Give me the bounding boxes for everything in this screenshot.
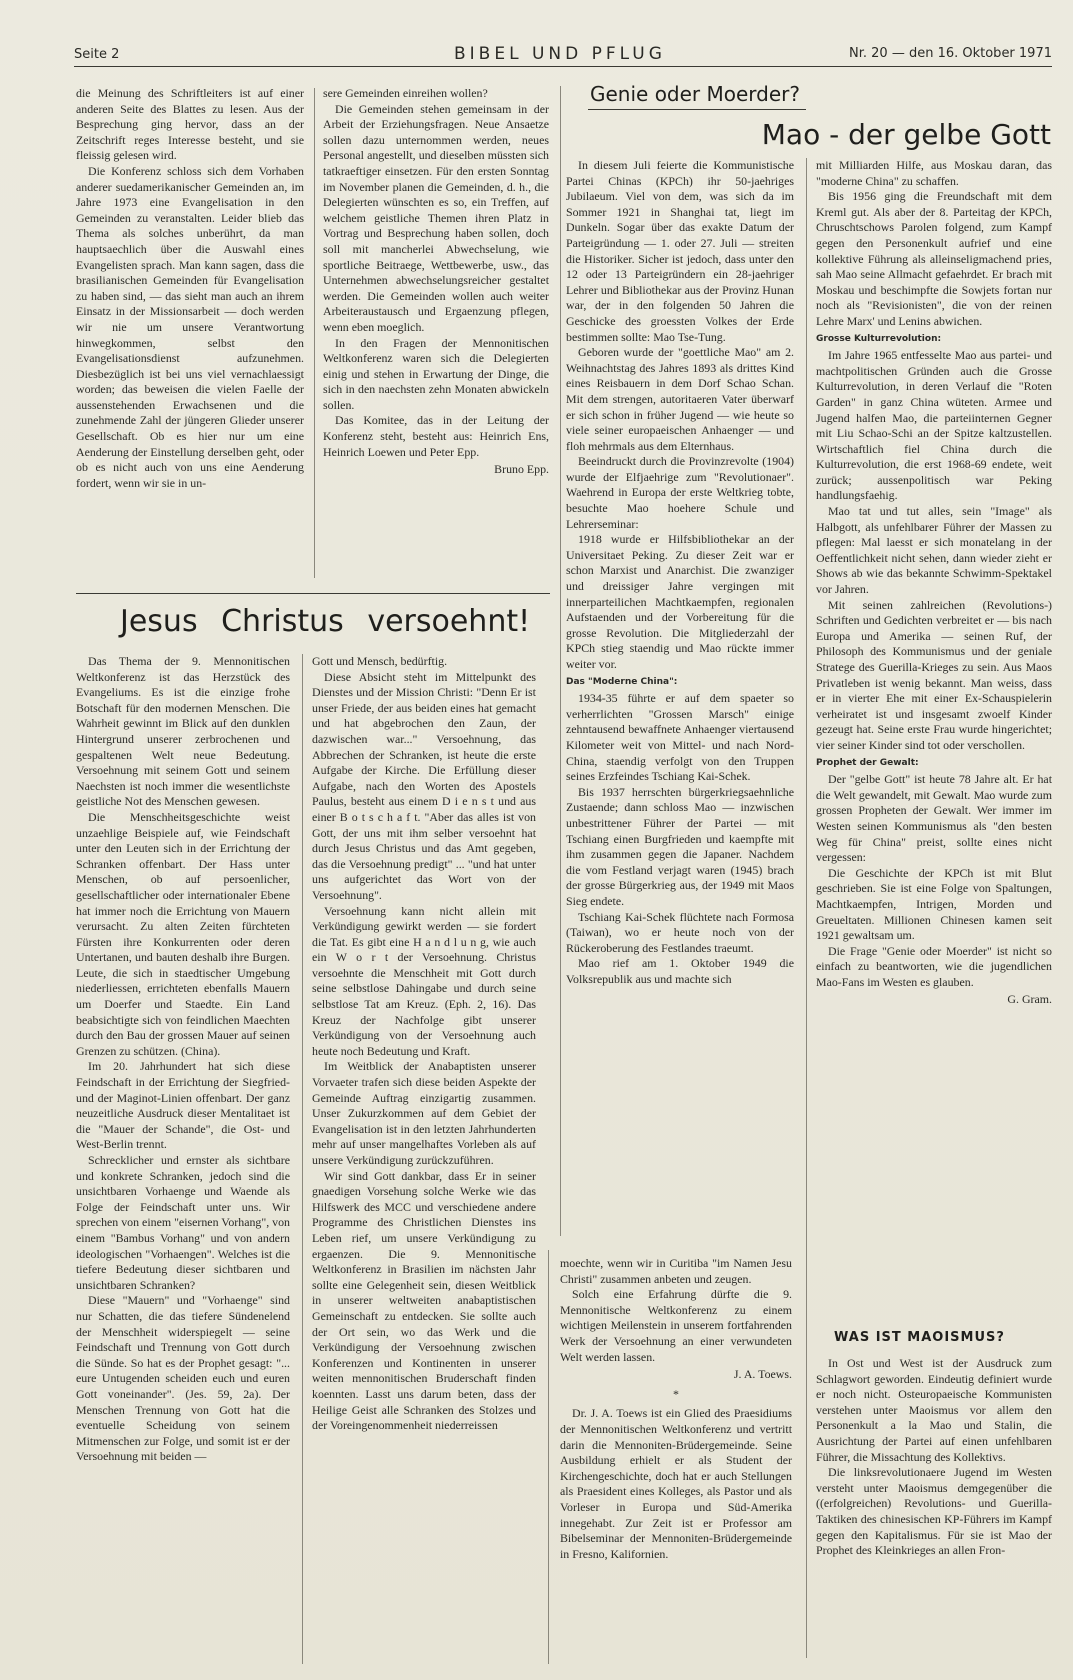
paragraph: Im 20. Jahrhundert hat sich diese Feindschaft in der Errichtung der Siegfried- und der Maginot-Linien offenbart. Der ganz neuzeitliche Ausdruck dieser Mentalitaet ist die "Mauer der Schande", die Ost- und West-Berlin trennt. [76,1059,290,1152]
kicker-rule [588,109,806,110]
top-article-col1 [76,86,304,491]
sidebar-headline: WAS IST MAOISMUS? [834,1330,1005,1345]
author-signature: G. Gram. [1007,992,1052,1007]
mao-col1 [566,158,794,987]
paragraph: Solch eine Erfahrung dürfte die 9. Mennonitische Weltkonferenz zu einem wichtigen Meilenstein in unserem fortfahrenden Werk der Versoehnung an einer verwundeten Welt werden lassen. [560,1287,792,1364]
paragraph: Schrecklicher und ernster als sichtbare und konkrete Schranken, jedoch sind die unsichtbaren Vorhaenge und Waende als Folge der Feindschaft unter uns. Wir sprechen von einem "eisernen Vorhang", von einem "Bambus Vorhang" und von andern ideologischen "Vorhaengen". Welches ist die tiefere Bedeutung dieser sichtbaren und unsichtbaren Schranken? [76,1153,290,1292]
paragraph: Mit seinen zahlreichen (Revolutions-) Schriften und Gedichten verbreitet er — bis nach Europa und Amerika — seinen Ruf, der Philosoph des Kommunismus und der geniale Stratege des Guerilla-Krieges zu sein. Aus Maos Privatleben ist wenig bekannt. Man weiss, dass er in vierter Ehe mit einer Ex-Schauspielerin verheiratet ist und insgesamt zwoelf Kinder gezeugt hat. Seine erste Frau wurde hingerichtet; vier seiner Kinder sind tot oder verschollen. [816,597,1052,752]
paragraph: Der "gelbe Gott" ist heute 78 Jahre alt. Er hat die Welt gewandelt, mit Gewalt. Mao wurde zum grossen Propheten der Gewalt. Wer immer im Westen seinen Kommunismus als "den besten Weg für China" preist, sollte eines nicht vergessen: [816,772,1052,865]
paragraph: Diese "Mauern" und "Vorhaenge" sind nur Schatten, die das tiefere Sündenelend der Menschheit widerspiegelt — seine Feindschaft und Trennung von Gott durch die Sünde. So hat es der Prophet gesagt: "... eure Untugenden scheiden euch und euren Gott voneinander". (Jes. 59, 2a). Der Menschen Trennung von Gott hat die eventuelle Scheidung von seinem Mitmenschen zur Folge, und somit ist er der Versoehnung mit beiden — [76,1293,290,1464]
paragraph: Die linksrevolutionaere Jugend im Westen versteht unter Maoismus demgegenüber die ((erfolgreichen) Revolutions- und Guerilla-Taktiken des chinesischen KP-Führers im Kampf gegen den Kapitalismus. Für sie ist Mao der Prophet des Kleinkrieges an allen Fron- [816,1465,1052,1558]
paragraph: Die Gemeinden stehen gemeinsam in der Arbeit der Erziehungsfragen. Neue Ansaetze sollen dazu unternommen werden, neues Personal angestellt, und dieselben müssten sich tatkraeftiger einsetzen. Für den ersten Sonntag im November planen die Gemeinden, d. h., die Delegierten wünschten es so, ein Treffen, auf welchem geistliche Themen ihren Platz in Vortrag und Besprechung haben sollen, doch soll mit mancherlei Abwechselung, wie sportliche Beitraege, Wettbewerbe, usw., das Unternehmen abwechselungsreicher gestaltet werden. Die Gemeinden wollen auch weiter Arbeiteraustausch und Ergaenzung pflegen, wenn eben moeglich. [323,101,549,334]
paragraph: Die Frage "Genie oder Moerder" ist nicht so einfach zu beantworten, wie die jugendlichen Mao-Fans im Westen es glauben. [816,943,1052,989]
issue-date: Nr. 20 — den 16. Oktober 1971 [849,46,1052,61]
jesus-col1 [76,654,290,1465]
paragraph: Die Menschheitsgeschichte weist unzaehlige Beispiele auf, wie Feindschaft unter den Leuten sich in der Errichtung der Schranken offenbart. Der Hass unter Menschen, ob auf persoenlicher, gesellschaftlicher oder internationaler Ebene hat immer noch die Errichtung von Mauern verursacht. Zu alten Zeiten fürchteten Fürsten ihre Konkurrenten oder deren Untertanen, und bauten deshalb ihre Burgen. Leute, die sich in staedtischer Umgebung niederliessen, errichteten ebenfalls Mauern um Doerfer und Staedte. Ein Land beabsichtigte sich von feindlichen Maechten durch den Bau der grossen Mauer auf seinen Grenzen zu schützen. (China). [76,809,290,1058]
article-kicker: Genie oder Moerder? [590,82,801,106]
paragraph: In diesem Juli feierte die Kommunistische Partei Chinas (KPCh) ihr 50-jaehriges Jubilaeum. Viel von dem, was sich da im Sommer 1921 in Shanghai tat, liegt im Dunkeln. Sogar über das exakte Datum der Parteigründung — 1. oder 27. Juli — streiten die Historiker. Sicher ist jedoch, dass unter den 12 oder 13 Parteigründern ein 28-jaehriger Lehrer und Bibliothekar aus der Provinz Hunan war, der in den folgenden 50 Jahren die Geschicke des groessten Volkes der Erde bestimmen sollte: Mao Tse-Tung. [566,158,794,344]
paragraph: Im Jahre 1965 entfesselte Mao aus partei- und machtpolitischen Gründen auch die Grosse Kulturrevolution, in deren Verlauf die "Roten Garden" in ganz China wüteten. Armee und Jugend halfen Mao, die parteiinternen Gegner mit Liu Schao-Schi an der Spitze kaltzustellen. Wirtschaftlich fiel China durch die Kulturrevolution, die erst 1968-69 endete, weit zurück; aussenpolitisch war Peking handlungsfaehig. [816,348,1052,503]
paragraph: In Ost und West ist der Ausdruck zum Schlagwort geworden. Eindeutig definiert wurde er noch nicht. Osteuropaeische Kommunisten verstehen unter Maoismus vor allem den Personenkult a la Mao und Stalin, die Ausrichtung der Partei auf einen unfehlbaren Führer, die Missachtung des Kollektivs. [816,1356,1052,1464]
header-rule [74,66,1052,67]
paragraph: 1934-35 führte er auf dem spaeter so verherrlichten "Grossen Marsch" einige zehntausend bewaffnete Anhaenger viertausend Kilometer weit von Mittel- und nach Nord-China, staendig verfolgt von den Truppen seines Erzfeindes Tschiang Kai-Schek. [566,691,794,784]
paragraph: Versoehnung kann nicht allein mit Verkündigung gewirkt werden — sie fordert die Tat. Es gibt eine H a n d l u n g, wie auch ein W o r t der Versoehnung. Christus versoehnte die Menschheit mit Gott durch seine selbstlose Dahingabe und durch seine selbstlose Tat am Kreuz. (Eph. 2, 16). Das Kreuz der Nachfolge gibt unserer Verkündigung von der Versoehnung auch heute noch Bedeutung und Kraft. [312,903,536,1058]
subheading: Das "Moderne China": [566,676,678,687]
page-header [74,44,1052,68]
paragraph: Das Thema der 9. Mennonitischen Weltkonferenz ist das Herzstück des Evangeliums. Es ist die einzige frohe Botschaft für den modernen Menschen. Die Wahrheit gewinnt im Blick auf den dunklen Hintergrund unserer zerbrochenen und gespaltenen Welt neue Bedeutung. Versoehnung mit seinem Gott und seinem Naechsten ist noch immer die wesentlichste geistliche Not des Menschen gewesen. [76,654,290,809]
paragraph: Bis 1956 ging die Freundschaft mit dem Kreml gut. Als aber der 8. Parteitag der KPCh, Chruschtschows Parolen folgend, zum Kampf gegen den Personenkult aufrief und eine kollektive Führung als alleinseligmachend pries, sah Mao seine Allmacht gefaehrdet. Er brach mit Moskau und beschimpfte die Sowjets fortan nur noch als "Revisionisten", die von der reinen Lehre Marx' und Lenins abwichen. [816,189,1052,328]
paragraph: Gott und Mensch, bedürftig. [312,654,448,668]
subheading: Grosse Kulturrevolution: [816,333,942,344]
author-bio: Dr. J. A. Toews ist ein Glied des Praesidiums der Mennonitischen Weltkonferenz und vertritt darin die Mennoniten-Brüdergemeinde. Seine Ausbildung erhielt er als Student der Kirchengeschichte, doch hat er auch Stellungen als Praesident eines Kolleges, als Pastor und als Vorleser in Europa und Süd-Amerika innegehabt. Zur Zeit ist er Professor am Bibelseminar der Mennoniten-Brüdergemeinde in Fresno, Kalifornien. [560,1406,792,1561]
paragraph: Geboren wurde der "goettliche Mao" am 2. Weihnachtstag des Jahres 1893 als drittes Kind eines Reisbauern in dem Dorf Schao Schan. Mit dem strengen, autoritaeren Vater überwarf er sich schon in früher Jugend — wie heute so viele seiner europaeischen Anhaenger — und floh mehrmals aus dem Elternhaus. [566,345,794,453]
subheading: Prophet der Gewalt: [816,757,919,768]
maoismus-col [816,1356,1052,1559]
column-divider [314,88,315,578]
column-divider [560,86,561,1236]
article-headline: Mao - der gelbe Gott [761,118,1051,151]
column-divider [806,158,807,1658]
paragraph: Tschiang Kai-Schek flüchtete nach Formosa (Taiwan), wo er heute noch von der Rückeroberung des Festlandes traeumt. [566,909,794,955]
paragraph: die Meinung des Schriftleiters ist auf einer anderen Seite des Blattes zu lesen. Aus der Besprechung ging hervor, dass an der Zeitschrift reges Interesse besteht, und sie fleissig gelesen wird. [76,86,304,163]
paragraph: sere Gemeinden einreihen wollen? [323,86,488,100]
paragraph: Im Weitblick der Anabaptisten unserer Vorvaeter trafen sich diese beiden Aspekte der Gemeinde Auftrag einzigartig zusammen. Unser Zukurzkommen auf dem Gebiet der Evangelisation ist in den letzten Jahrhunderten mehr auf unser mangelhaftes Vorleben als auf unsere Verkündigung zurückzuführen. [312,1059,536,1167]
paragraph: Das Komitee, das in der Leitung der Konferenz steht, besteht aus: Heinrich Ens, Heinrich Loewen und Peter Epp. [323,413,549,459]
mao-col2 [816,158,1052,1008]
paragraph: Die Konferenz schloss sich dem Vorhaben anderer suedamerikanischer Gemeinden an, im Jahre 1973 eine Evangelisation in den Gemeinden zu veranstalten. Leider blieb das Thema als solches unberührt, da man hauptsaechlich über die Auswahl eines Evangelisten sprach. Man kann sagen, dass die brasilianischen Gemeinden für Evangelisation zu haben sind, — das sieht man auch an ihrem Einsatz in der Missionsarbeit — doch werden wir nie um unsere Verantwortung hinwegkommen, selbst den Evangelisationsdienst aufzunehmen. Diesbezüglich ist bei uns viel vernachlaessigt worden; das beweisen die vielen Faelle der aussenstehenden Erwachsenen und die zunehmende Zahl der jüngeren Glieder unserer Gesellschaft. Ob es hier nur um eine Aenderung der Einstellung derselben geht, oder ob es nicht auch von uns eine Aenderung fordert, wenn wir sie in un- [76,163,304,490]
paragraph: mit Milliarden Hilfe, aus Moskau daran, das "moderne China" zu schaffen. [816,158,1052,188]
paragraph: In den Fragen der Mennonitischen Weltkonferenz waren sich die Delegierten einig und stehen in Erwartung der Dinge, die sich in den naechsten zehn Monaten abwickeln sollen. [323,335,549,412]
author-signature: J. A. Toews. [733,1367,792,1382]
separator-star: * [673,1386,679,1401]
author-signature: Bruno Epp. [494,462,549,477]
section-rule [76,593,550,594]
masthead-title: BIBEL UND PFLUG [454,44,666,64]
paragraph: 1918 wurde er Hilfsbibliothekar an der Universitaet Peking. Zu dieser Zeit war er schon Marxist und Anarchist. Die zwanziger und dreissiger Jahre vergingen mit innerparteilichen Machtkaempfen, regionalen Aufstaenden und der Vorbereitung für die grosse Revolution. Die Mitgliederzahl der KPCh stieg staendig und Mao rückte immer weiter vor. [566,532,794,671]
column-divider [302,654,303,1664]
paragraph: Die Geschichte der KPCh ist mit Blut geschrieben. Sie ist eine Folge von Spaltungen, Machtkaempfen, Intrigen, Morden und Greueltaten. Millionen Chinesen kamen seit 1921 gewaltsam um. [816,865,1052,943]
article-headline: Jesus Christus versoehnt! [120,604,531,639]
paragraph: Beeindruckt durch die Provinzrevolte (1904) wurde der Elfjaehrige zum "Revolutionaer". Waehrend in Europa der erste Weltkrieg tobte, besuchte Mao hoehere Schule und Lehrerseminar: [566,454,794,531]
paragraph: Mao tat und tut alles, sein "Image" als Halbgott, als unfehlbarer Führer der Massen zu pflegen: Mal laesst er sich monatelang in der Oeffentlichkeit nicht sehen, dann wieder zieht er Shows ab wie das bekannte Schwimm-Spektakel vor Jahren. [816,504,1052,597]
top-article-col2 [323,86,549,478]
paragraph: Wir sind Gott dankbar, dass Er in seiner gnaedigen Vorsehung solche Werke wie das Hilfswerk des MCC und verschiedene andere Programme des Christlichen Dienstes ins Leben rief, um unsere Verkündigung zu ergaenzen. Die 9. Mennonitische Weltkonferenz in Brasilien im nächsten Jahr sollte eine Gelegenheit sein, diesen Weitblick in unserer weltweiten anabaptistischen Gemeinschaft zu entdecken. Sie sollte auch der Ort sein, wo das Werk und die Verkündigung der Versoehnung zwischen Konferenzen und Kontinenten in unserer weiten mennonitischen Bruderschaft finden koennten. Lasst uns darum beten, dass der Heilige Geist alle Schranken des Stolzes und der Voreingenommenheit niederreissen [312,1168,536,1433]
paragraph: Bis 1937 herrschten bürgerkriegsaehnliche Zustaende; dann schloss Mao — inzwischen unbestrittener Führer der Partei — mit Tschiang einen Burgfrieden und kaempfte mit ihm zusammen gegen die Japaner. Nachdem die vom Festland verjagt waren (1945) brach der grosse Bürgerkrieg aus, der 1949 mit Maos Sieg endete. [566,784,794,908]
page-number: Seite 2 [74,47,120,62]
jesus-col2 [312,654,536,1434]
column-divider [548,1250,549,1664]
jesus-col3 [560,1256,792,1562]
paragraph: Diese Absicht steht im Mittelpunkt des Dienstes und der Mission Christi: "Denn Er ist unser Friede, der aus beiden eines hat gemacht und hat abgebrochen den Zaun, der dazwischen war..." Versoehnung, das Abbrechen der Schranken, ist heute die erste Aufgabe der Kirche. Die Erfüllung dieser Aufgabe, nach den Worten des Apostels Paulus, besteht aus einem D i e n s t und aus einer B o t s c h a f t. "Aber das alles ist von Gott, der uns mit ihm selber versoehnt hat durch Jesus Christus und das Amt gegeben, das die Versoehnung predigt" ... "und hat unter uns aufgerichtet das Wort von der Versoehnung". [312,669,536,902]
paragraph: Mao rief am 1. Oktober 1949 die Volksrepublik aus und machte sich [566,956,794,986]
paragraph: moechte, wenn wir in Curitiba "im Namen Jesu Christi" zusammen anbeten und zeugen. [560,1256,792,1286]
